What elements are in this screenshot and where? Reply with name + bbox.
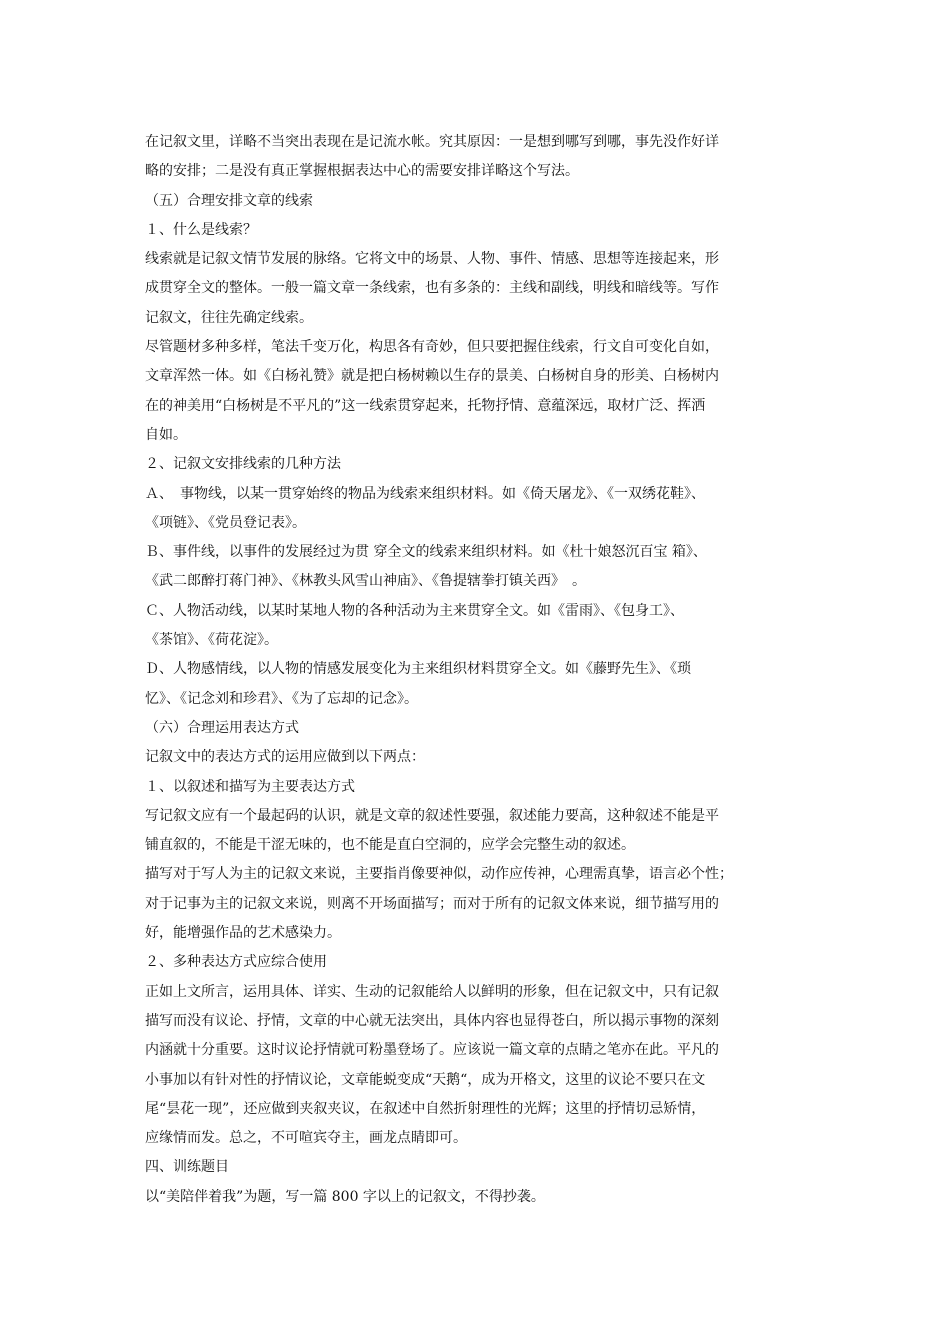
text-line: 《茶馆》、《荷花淀》。 [145,632,278,649]
text-line: 描写而没有议论、抒情，文章的中心就无法突出，具体内容也显得苍白，所以揭示事物的深刻 [145,1012,719,1029]
text-line: 尽管题材多种多样，笔法千变万化，构思各有奇妙，但只要把握住线索，行文自可变化自如， [145,339,719,356]
text-line: Ｂ、事件线，以事件的发展经过为贯 穿全文的线索来组织材料。如《杜十娘怒沉百宝 箱》、 [145,544,707,561]
section-heading: （六）合理运用表达方式 [145,719,299,736]
section-heading: 四、训练题目 [145,1159,229,1176]
text-line: 在的神美用“白杨树是不平凡的”这一线索贯穿起来，托物抒情、意蕴深远，取材广泛、挥洒 [145,397,706,414]
text-line: 以“美陪伴着我”为题，写一篇 800 字以上的记叙文，不得抄袭。 [145,1188,545,1205]
subsection-heading: １、什么是线索？ [145,221,257,238]
text-line: 对于记事为主的记叙文来说，则离不开场面描写；而对于所有的记叙文体来说，细节描写用的 [145,895,719,912]
text-line: Ｄ、人物感情线，以人物的情感发展变化为主来组织材料贯穿全文。如《藤野先生》、《琐 [145,661,691,678]
subsection-heading: ２、记叙文安排线索的几种方法 [145,456,341,473]
text-line: 《项链》、《党员登记表》。 [145,514,306,531]
text-line: 描写对于写人为主的记叙文来说，主要指肖像要神似，动作应传神，心理需真挚，语言必个性； [145,866,733,883]
text-line: 线索就是记叙文情节发展的脉络。它将文中的场景、人物、事件、情感、思想等连接起来，形 [145,251,719,268]
text-line: 记叙文，往往先确定线索。 [145,309,313,326]
document-body [145,128,810,1212]
text-line: 略的安排；二是没有真正掌握根据表达中心的需要安排详略这个写法。 [145,163,579,180]
text-line: 自如。 [145,426,187,443]
text-line: 内涵就十分重要。这时议论抒情就可粉墨登场了。应该说一篇文章的点睛之笔亦在此。平凡的 [145,1042,719,1059]
text-line: 成贯穿全文的整体。一般一篇文章一条线索，也有多条的：主线和副线，明线和暗线等。写作 [145,280,719,297]
text-line: 写记叙文应有一个最起码的认识，就是文章的叙述性要强，叙述能力要高，这种叙述不能是平 [145,807,719,824]
text-line: 在记叙文里，详略不当突出表现在是记流水帐。究其原因：一是想到哪写到哪，事先没作好详 [145,134,719,150]
text-line: 忆》、《记念刘和珍君》、《为了忘却的记念》。 [145,690,418,707]
text-line: 《武二郎醉打蒋门神》、《林教头风雪山神庙》、《鲁提辖拳打镇关西》 。 [145,573,586,590]
text-line: 尾“昙花一现”，还应做到夹叙夹议，在叙述中自然折射理性的光辉；这里的抒情切忌矫情， [145,1100,706,1117]
section-heading: （五）合理安排文章的线索 [145,192,313,209]
text-line: 文章浑然一体。如《白杨礼赞》就是把白杨树赖以生存的景美、白杨树自身的形美、白杨树内 [145,368,719,385]
subsection-heading: ２、多种表达方式应综合使用 [145,954,327,971]
text-line: 记叙文中的表达方式的运用应做到以下两点： [145,749,425,766]
text-line: Ｃ、人物活动线，以某时某地人物的各种活动为主来贯穿全文。如《雷雨》、《包身工》、 [145,602,684,619]
text-line: 应缘情而发。总之，不可喧宾夺主，画龙点睛即可。 [145,1130,467,1147]
text-line: Ａ、 事物线，以某一贯穿始终的物品为线索来组织材料。如《倚天屠龙》、《一双绣花鞋》、 [145,485,705,502]
text-line: 正如上文所言，运用具体、详实、生动的记叙能给人以鲜明的形象，但在记叙文中，只有记叙 [145,983,719,1000]
subsection-heading: １、以叙述和描写为主要表达方式 [145,778,355,795]
text-line: 好，能增强作品的艺术感染力。 [145,925,341,942]
text-line: 小事加以有针对性的抒情议论，文章能蜕变成“天鹅“，成为开格文，这里的议论不要只在文 [145,1071,706,1088]
text-line: 铺直叙的，不能是干涩无味的，也不能是直白空洞的，应学会完整生动的叙述。 [145,837,635,854]
